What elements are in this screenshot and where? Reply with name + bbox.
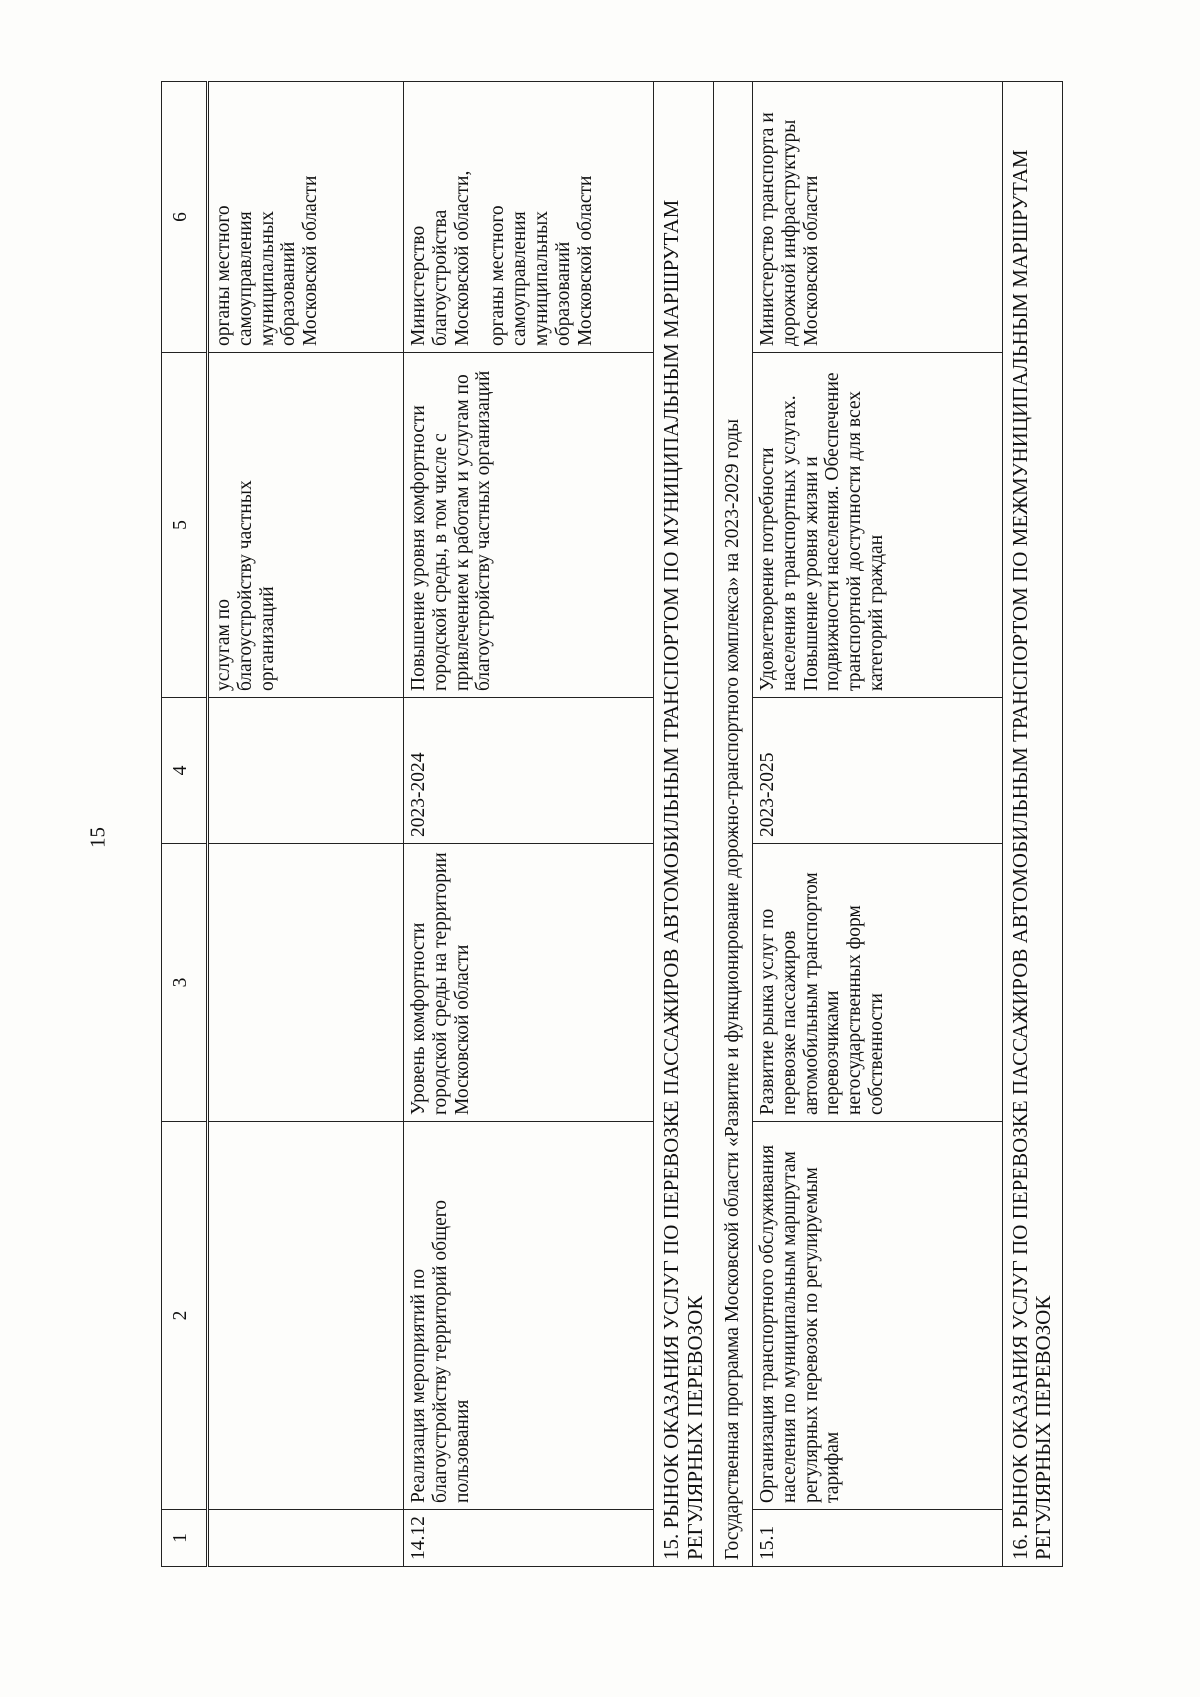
cell-number: 14.12	[404, 1510, 654, 1567]
cell-result: услугам по благоустройству частных организаций	[208, 353, 404, 698]
header-row	[162, 82, 208, 1567]
section-16-heading: 16. РЫНОК ОКАЗАНИЯ УСЛУГ ПО ПЕРЕВОЗКЕ ПАССАЖИРОВ АВТОМОБИЛЬНЫМ ТРАНСПОРТОМ ПО МЕЖМУНИЦИПАЛЬНЫМ МАРШРУТАМ РЕГУЛЯРНЫХ ПЕРЕВОЗОК	[1002, 82, 1062, 1567]
cell-empty	[208, 1510, 404, 1567]
section-15-row	[654, 82, 714, 1567]
cell-indicator: Уровень комфортности городской среды на территории Московской области	[404, 844, 654, 1122]
cell-result: Повышение уровня комфортности городской среды, в том числе с привлечением к работам и услугам по благоустройству частных организаций	[404, 353, 654, 698]
header-col-4: 4	[162, 698, 208, 844]
page-number: 15	[85, 827, 110, 848]
row-15-1	[752, 82, 1002, 1567]
cell-period: 2023-2025	[752, 698, 1002, 844]
cell-executor	[404, 82, 654, 353]
executor-ministry: Министерство благоустройства Московской области,	[408, 170, 473, 346]
measures-table	[161, 81, 1063, 1567]
program-15-title: Государственная программа Московской области «Развитие и функционирование дорожно-транспортного комплекса» на 2023-2029 годы	[714, 82, 753, 1567]
cell-period: 2023-2024	[404, 698, 654, 844]
header-col-1: 1	[162, 1510, 208, 1567]
cell-result: Удовлетворение потребности населения в транспортных услугах. Повышение уровня жизни и подвижности населения. Обеспечение транспортной доступности для всех категорий граждан	[752, 353, 1002, 698]
continued-row	[208, 82, 404, 1567]
cell-measure: Реализация мероприятий по благоустройству территорий общего пользования	[404, 1122, 654, 1510]
row-14-12	[404, 82, 654, 1567]
cell-executor: Министерство транспорта и дорожной инфраструктуры Московской области	[752, 82, 1002, 353]
cell-measure: Организация транспортного обслуживания населения по муниципальным маршрутам регулярных перевозок по регулируемым тарифам	[752, 1122, 1002, 1510]
rotated-page-content	[161, 82, 1056, 1567]
program-15-row	[714, 82, 753, 1567]
header-col-5: 5	[162, 353, 208, 698]
section-16-row	[1002, 82, 1062, 1567]
header-col-2: 2	[162, 1122, 208, 1510]
cell-executor: органы местного самоуправления муниципальных образований Московской области	[208, 82, 404, 353]
cell-number: 15.1	[752, 1510, 1002, 1567]
cell-indicator: Развитие рынка услуг по перевозке пассажиров автомобильным транспортом перевозчиками негосударственных форм собственности	[752, 844, 1002, 1122]
cell-empty	[208, 1122, 404, 1510]
executor-local-authorities: органы местного самоуправления муниципальных образований Московской области	[487, 175, 596, 346]
header-col-6: 6	[162, 82, 208, 353]
cell-empty	[208, 844, 404, 1122]
section-15-heading: 15. РЫНОК ОКАЗАНИЯ УСЛУГ ПО ПЕРЕВОЗКЕ ПАССАЖИРОВ АВТОМОБИЛЬНЫМ ТРАНСПОРТОМ ПО МУНИЦИПАЛЬНЫМ МАРШРУТАМ РЕГУЛЯРНЫХ ПЕРЕВОЗОК	[654, 82, 714, 1567]
cell-empty	[208, 698, 404, 844]
header-col-3: 3	[162, 844, 208, 1122]
